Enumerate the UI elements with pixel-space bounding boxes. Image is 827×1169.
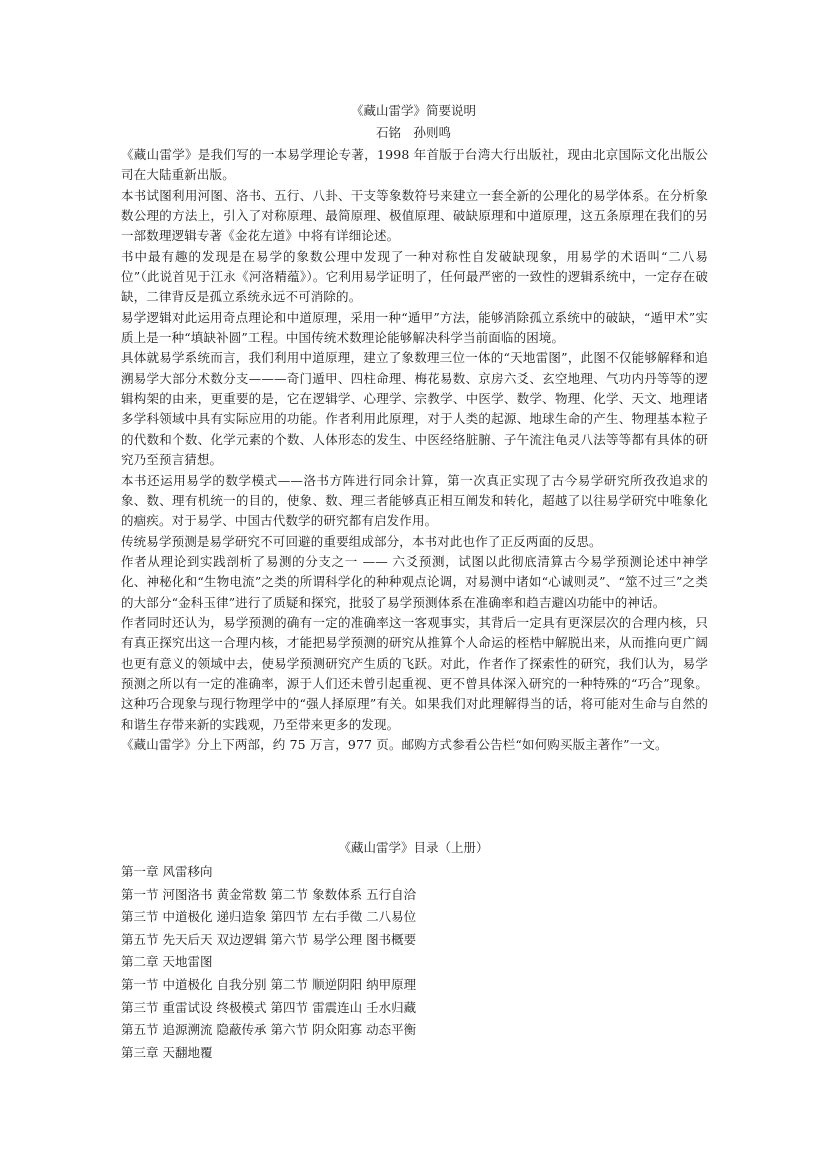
toc-entry: 重雷试设 — [162, 999, 213, 1015]
toc-entry: 阴众阳寡 — [312, 1022, 363, 1038]
toc-entry: 第二节 — [270, 976, 309, 992]
toc-entry: 双边逻辑 — [216, 931, 267, 947]
table-of-contents — [121, 861, 721, 1064]
toc-entry: 追源溯流 — [162, 1022, 213, 1038]
toc-sections-row — [121, 906, 721, 929]
toc-entry: 第六节 — [270, 1022, 309, 1038]
document-title: 《藏山雷学》简要说明 — [350, 103, 476, 118]
paragraph: 作者从理论到实践剖析了易测的分支之一 —— 六爻预测，试图以此彻底清算古今易学预测论述中神学化、神秘化和“生物电流”之类的所谓科学化的种种观点论调，对易测中诸如“心诚则灵”、“筮不过三”之类的大部分“金科玉律”进行了质疑和探究，批驳了易学预测体系在准确率和趋吉避凶功能中的神话。 — [121, 553, 708, 610]
paragraph: 本书试图利用河图、洛书、五行、八卦、干支等象数符号来建立一套全新的公理化的易学体系。在分析象数公理的方法上，引入了对称原理、最简原理、极值原理、破缺原理和中道原理，这五条原理在我们的另一部数理逻辑专著《金花左道》中将有详细论述。 — [121, 187, 708, 244]
toc-entry: 雷震连山 — [312, 999, 363, 1015]
toc-sections-row — [121, 884, 721, 907]
toc-sections-row — [121, 974, 721, 997]
toc-entry: 第三节 — [121, 909, 159, 925]
toc-entry: 第一节 — [121, 886, 159, 902]
paragraph: 易学逻辑对此运用奇点理论和中道原理，采用一种“遁甲”方法，能够消除孤立系统中的破缺，“遁甲术”实质上是一种“填缺补圆”工程。中国传统术数理论能够解决科学当前面临的困境。 — [121, 309, 708, 346]
paragraph: 传统易学预测是易学研究不可回避的重要组成部分，本书对此也作了正反两面的反思。 — [121, 533, 602, 549]
toc-entry: 五行自洽 — [366, 886, 417, 902]
toc-entry: 动态平衡 — [366, 1022, 417, 1038]
toc-entry: 左右手徵 — [312, 909, 363, 925]
toc-entry: 壬水归藏 — [366, 999, 417, 1015]
toc-entry: 纳甲原理 — [366, 976, 417, 992]
toc-entry: 自我分别 — [216, 976, 267, 992]
paragraph: 具体就易学系统而言，我们利用中道原理，建立了象数理三位一体的“天地雷图”，此图不仅能够解释和追溯易学大部分术数分支———奇门遁甲、四柱命理、梅花易数、京房六爻、玄空地理、气功内丹等等的逻辑构架的由来，更重要的是，它在逻辑学、心理学、宗教学、中医学、数学、物理、化学、天文、地理诸多学科领域中具有实际应用的功能。作者利用此原理，对于人类的起源、地球生命的产生、物理基本粒子的代数和个数、化学元素的个数、人体形态的发生、中医经络脏腑、子午流注龟灵八法等等都有具体的研究乃至预言猜想。 — [121, 350, 708, 468]
toc-entry: 第一节 — [121, 976, 159, 992]
toc-entry: 中道极化 — [162, 976, 213, 992]
toc-entry: 第三节 — [121, 999, 159, 1015]
paragraph: 作者同时还认为，易学预测的确有一定的准确率这一客观事实，其背后一定具有更深层次的合理内核，只有真正探究出这一合理内核，才能把易学预测的研究从推算个人命运的桎梏中解脱出来，从而推向更广阔也更有意义的领域中去，使易学预测研究产生质的飞跃。对此，作者作了探索性的研究，我们认为，易学预测之所以有一定的准确率，源于人们还未曾引起重视、更不曾具体深入研究的一种特殊的“巧合”现象。这种巧合现象与现行物理学中的“强人择原理”有关。如果我们对此理解得当的话，将可能对生命与自然的和谐生存带来新的实践观，乃至带来更多的发现。 — [121, 614, 708, 732]
toc-entry: 河图洛书 — [162, 886, 213, 902]
toc-chapter — [121, 1042, 721, 1065]
toc-entry: 第二节 — [270, 886, 309, 902]
paragraph: 《藏山雷学》分上下两部，约 75 万言，977 页。邮购方式参看公告栏“如何购买版主著作”一文。 — [121, 736, 668, 752]
toc-entry: 隐蔽传承 — [216, 1022, 267, 1038]
toc-entry: 象数体系 — [312, 886, 363, 902]
toc-chapter — [121, 861, 721, 884]
toc-entry: 第四节 — [270, 909, 309, 925]
paragraph: 《藏山雷学》是我们写的一本易学理论专著，1998 年首版于台湾大行出版社，现由北京国际文化出版公司在大陆重新出版。 — [121, 147, 708, 183]
summary-body — [121, 145, 708, 755]
toc-entry: 第五节 — [121, 1022, 159, 1038]
authors-line: 石铭 孙则鸣 — [375, 125, 451, 140]
toc-entry: 天翻地覆 — [162, 1044, 213, 1060]
toc-entry: 第二章 — [121, 954, 159, 970]
toc-entry: 递归造象 — [216, 909, 267, 925]
toc-entry: 第六节 — [270, 931, 309, 947]
toc-entry: 中道极化 — [162, 909, 213, 925]
paragraph: 本书还运用易学的数学模式——洛书方阵进行同余计算，第一次真正实现了古今易学研究所孜孜追求的象、数、理有机统一的目的，使象、数、理三者能够真正相互阐发和转化，超越了以往易学研究中唯象化的痼疾。对于易学、中国古代数学的研究都有启发作用。 — [121, 472, 708, 529]
toc-entry: 终极模式 — [216, 999, 267, 1015]
toc-entry: 易学公理 — [312, 931, 363, 947]
paragraph: 书中最有趣的发现是在易学的象数公理中发现了一种对称性自发破缺现象，用易学的术语叫“二八易位”（此说首见于江永《河洛精蕴》）。它利用易学证明了，任何最严密的一致性的逻辑系统中，一定存在破缺，二律背反是孤立系统永远不可消除的。 — [121, 248, 708, 305]
toc-entry: 黄金常数 — [216, 886, 267, 902]
toc-entry: 二八易位 — [366, 909, 417, 925]
toc-sections-row — [121, 929, 721, 952]
toc-sections-row — [121, 1019, 721, 1042]
toc-title: 《藏山雷学》目录（上册） — [338, 840, 489, 855]
toc-entry: 图书概要 — [366, 931, 417, 947]
toc-entry: 先天后天 — [162, 931, 213, 947]
toc-entry: 顺逆阴阳 — [312, 976, 363, 992]
toc-entry: 第一章 — [121, 864, 159, 879]
toc-sections-row — [121, 997, 721, 1020]
toc-entry: 第三章 — [121, 1044, 159, 1060]
toc-entry: 第四节 — [270, 999, 309, 1015]
toc-entry: 第五节 — [121, 931, 159, 947]
toc-entry: 天地雷图 — [162, 954, 213, 970]
toc-entry: 风雷移向 — [162, 864, 213, 879]
toc-chapter — [121, 951, 721, 974]
